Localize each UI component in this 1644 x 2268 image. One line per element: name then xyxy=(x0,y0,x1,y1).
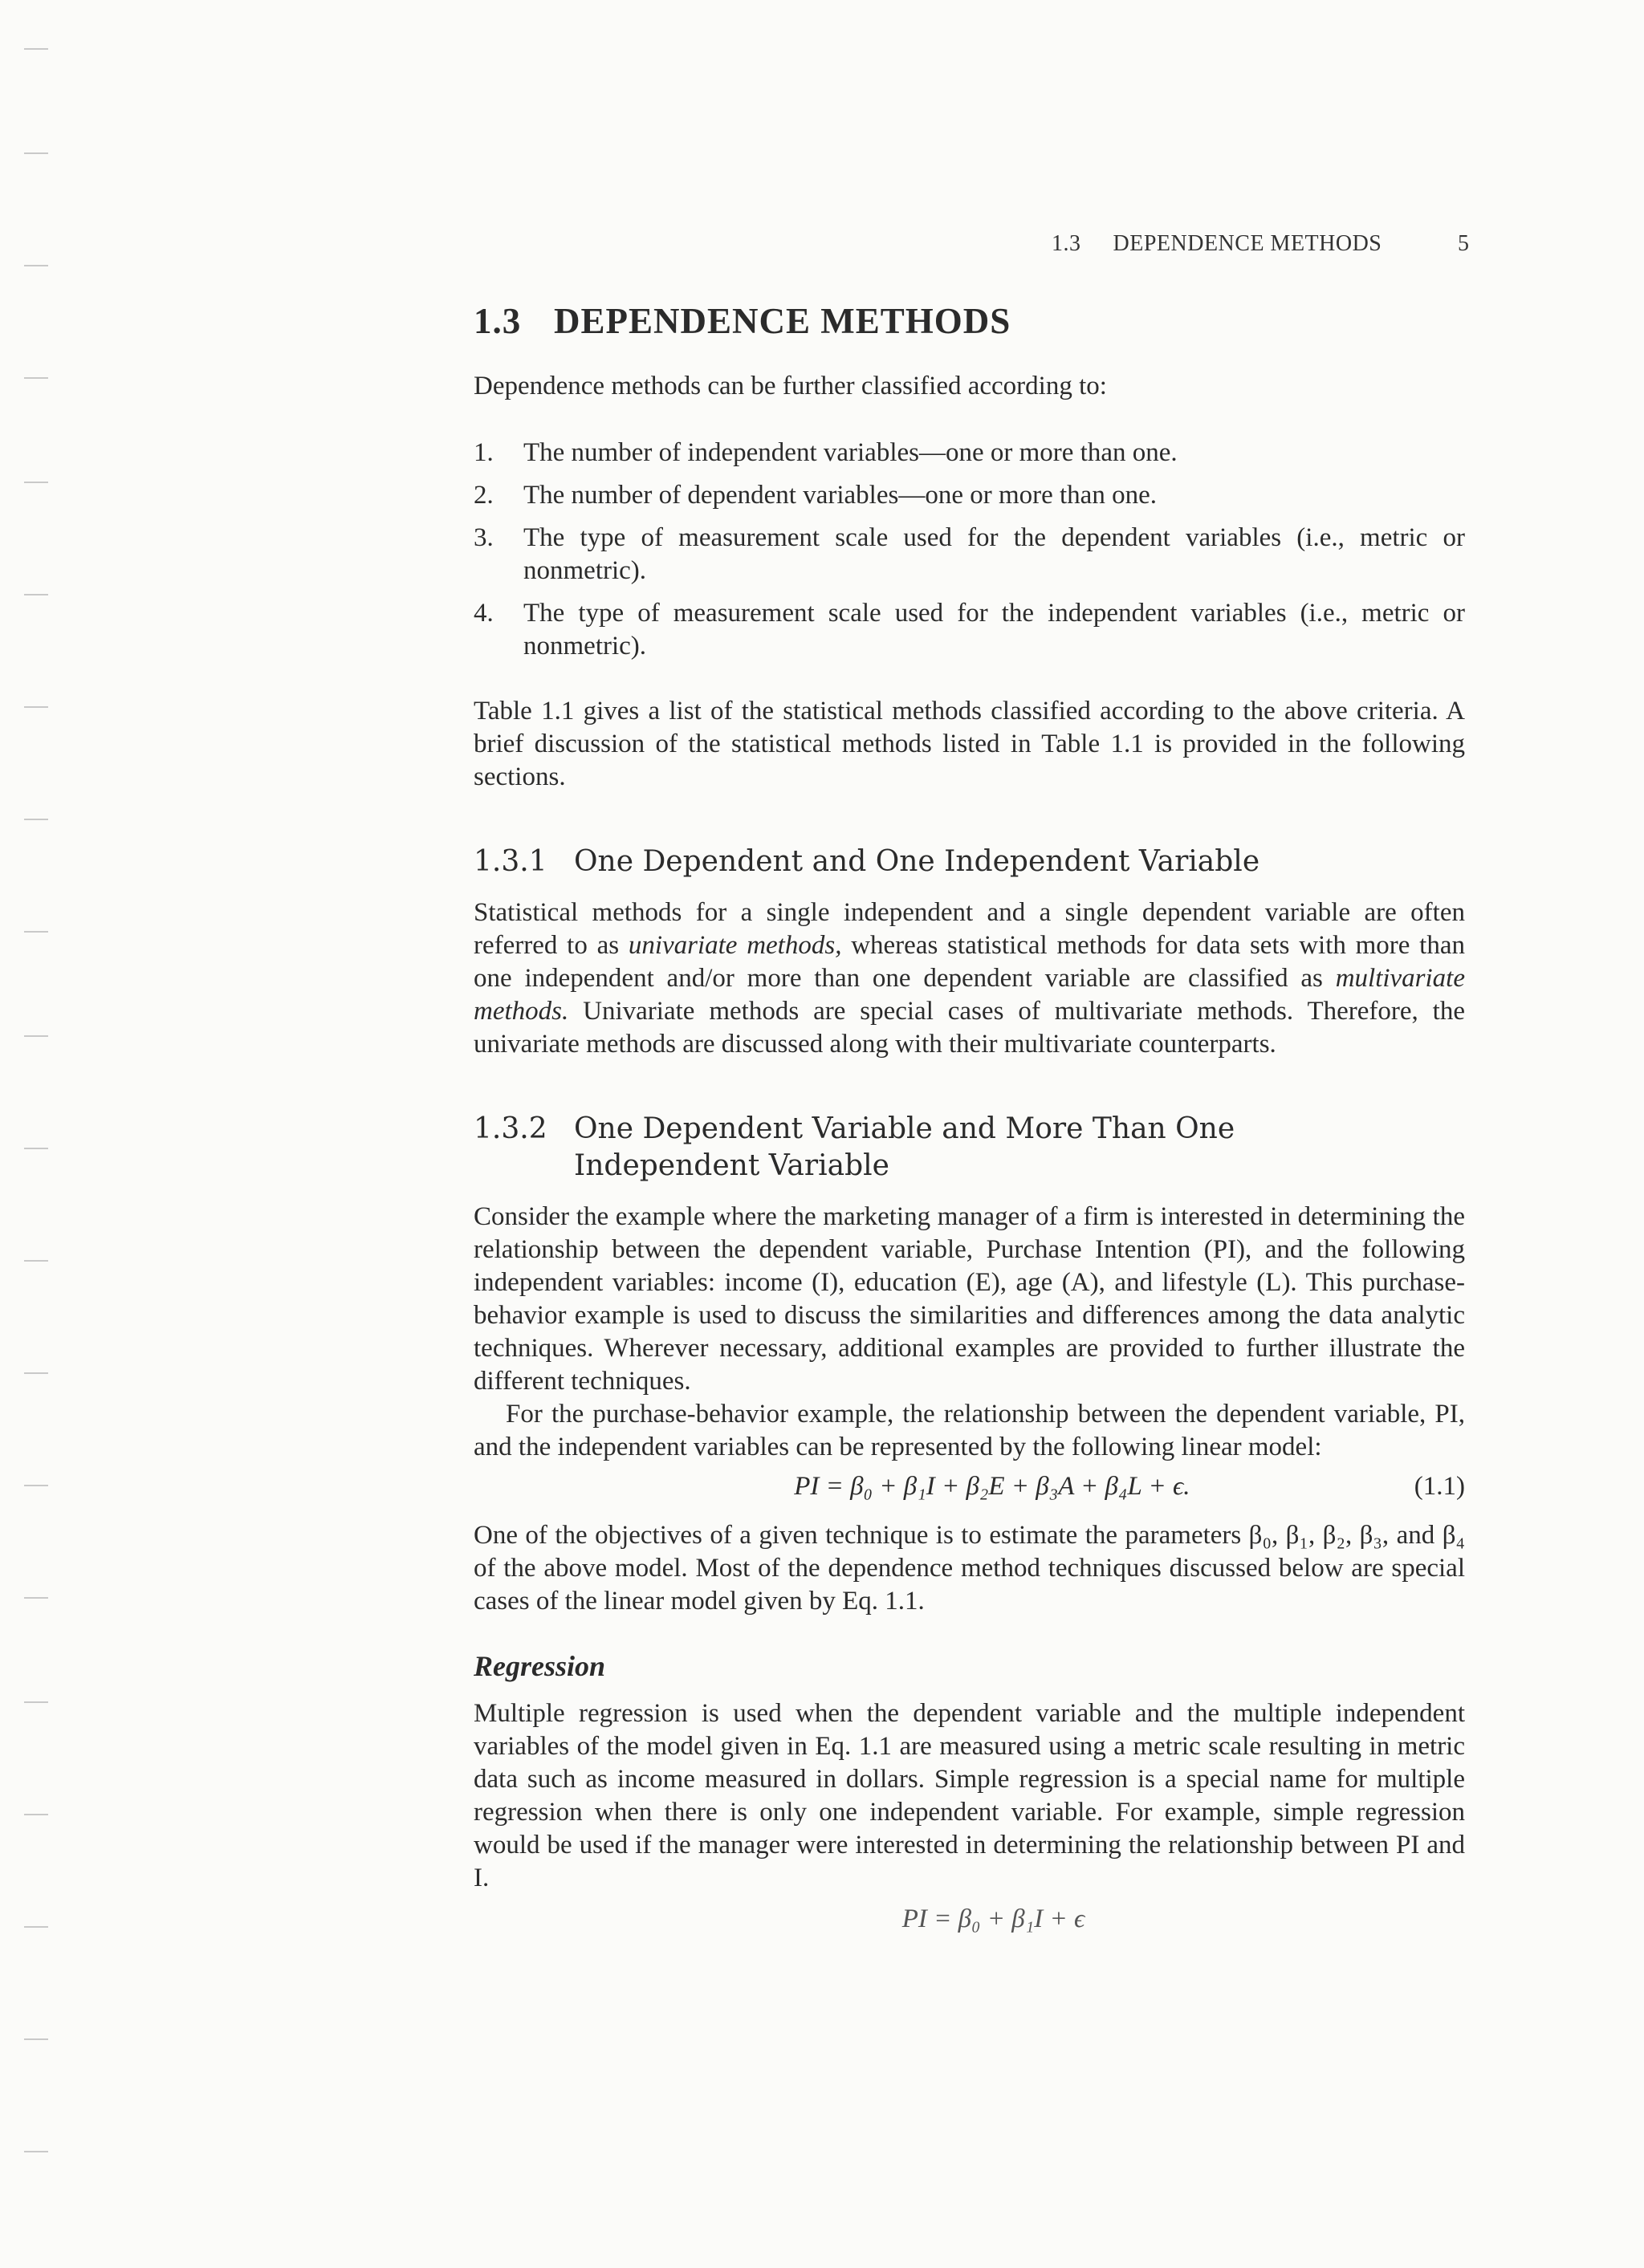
list-item-text: The type of measurement scale used for the independent variables (i.e., metric or nonmetric). xyxy=(523,599,1465,660)
classification-criteria-list xyxy=(474,437,1465,663)
list-item-number: 2. xyxy=(474,481,494,510)
equation-1-1 xyxy=(474,1470,1465,1503)
list-item-text: The type of measurement scale used for the dependent variables (i.e., metric or nonmetric). xyxy=(523,523,1465,585)
section-title: DEPENDENCE METHODS xyxy=(554,301,1011,341)
purchase-example-paragraph: Consider the example where the marketing manager of a firm is interested in determining the relationship between the dependent variable, Purchase Intention (PI), and the following independent variables: income (I), education (E), age (A), and lifestyle (L). This purchase-behavior example is used to discuss the similarities and differences among the data analytic techniques. Wherever necessary, additional examples are provided to further illustrate the different techniques. xyxy=(474,1202,1465,1396)
term-multivariate-methods: multivariate methods. xyxy=(474,964,1465,1026)
list-item xyxy=(474,597,1465,663)
page-number: 5 xyxy=(1458,231,1469,256)
equation-expression: PI = β₀ + β₁I + β₂E + β₃A + β₄L + ϵ. xyxy=(794,1472,1190,1501)
equation-number: (1.1) xyxy=(1414,1472,1465,1501)
list-item-number: 3. xyxy=(474,523,494,552)
running-head-title: DEPENDENCE METHODS xyxy=(1113,231,1382,256)
subsection-number: 1.3.1 xyxy=(474,845,547,878)
term-univariate-methods: univariate methods, xyxy=(628,931,842,960)
list-item-text: The number of dependent variables—one or more than one. xyxy=(523,481,1157,510)
subsection-title: One Dependent Variable and More Than One Independent Variable xyxy=(574,1112,1235,1182)
regression-paragraph: Multiple regression is used when the dependent variable and the multiple independent variables of the model given in Eq. 1.1 are measured using a metric scale resulting in metric data such as income measured in dollars. Simple regression is a special name for multiple regression when there is only one independent variable. For example, simple regression would be used if the manager were interested in determining the relationship between PI and I. xyxy=(474,1699,1465,1892)
list-item-text: The number of independent variables—one or more than one. xyxy=(523,438,1178,467)
subsection-heading-1-3-2 xyxy=(474,1111,1465,1185)
list-item xyxy=(474,437,1465,469)
simple-regression-equation: PI = β₀ + β₁I + ϵ xyxy=(901,1904,1085,1933)
parameters-paragraph: One of the objectives of a given technique is to estimate the parameters β₀, β₁, β₂, β₃, and β₄ of the above model. Most of the dependence method techniques discussed below are special cases of the linear model given by Eq. 1.1. xyxy=(474,1521,1465,1616)
table-reference-paragraph: Table 1.1 gives a list of the statistical methods classified according to the above criteria. A brief discussion of the statistical methods listed in Table 1.1 is provided in the following sections. xyxy=(474,697,1465,791)
running-head xyxy=(1052,231,1469,257)
running-head-section-number: 1.3 xyxy=(1052,231,1081,256)
univariate-paragraph: Statistical methods for a single independent and a single dependent variable are often referred to as univariate methods, whereas statistical methods for data sets with more than one independent and/or more than one dependent variable are classified as multivariate methods. Univariate methods are special cases of multivariate methods. Therefore, the univariate methods are discussed along with their multivariate counterparts. xyxy=(474,898,1465,1059)
subsection-title: One Dependent and One Independent Variable xyxy=(574,845,1260,878)
section-intro: Dependence methods can be further classified according to: xyxy=(474,372,1107,400)
list-item xyxy=(474,479,1465,512)
list-item-number: 4. xyxy=(474,599,494,628)
subsection-number: 1.3.2 xyxy=(474,1112,547,1145)
subsection-heading-1-3-1 xyxy=(474,843,1465,880)
list-item xyxy=(474,522,1465,587)
section-heading xyxy=(474,301,1465,341)
linear-model-paragraph: For the purchase-behavior example, the relationship between the dependent variable, PI, and the independent variables can be represented by the following linear model: xyxy=(474,1400,1465,1461)
section-number: 1.3 xyxy=(474,301,522,341)
page-body xyxy=(474,301,1465,1936)
regression-heading: Regression xyxy=(474,1650,606,1682)
list-item-number: 1. xyxy=(474,438,494,467)
